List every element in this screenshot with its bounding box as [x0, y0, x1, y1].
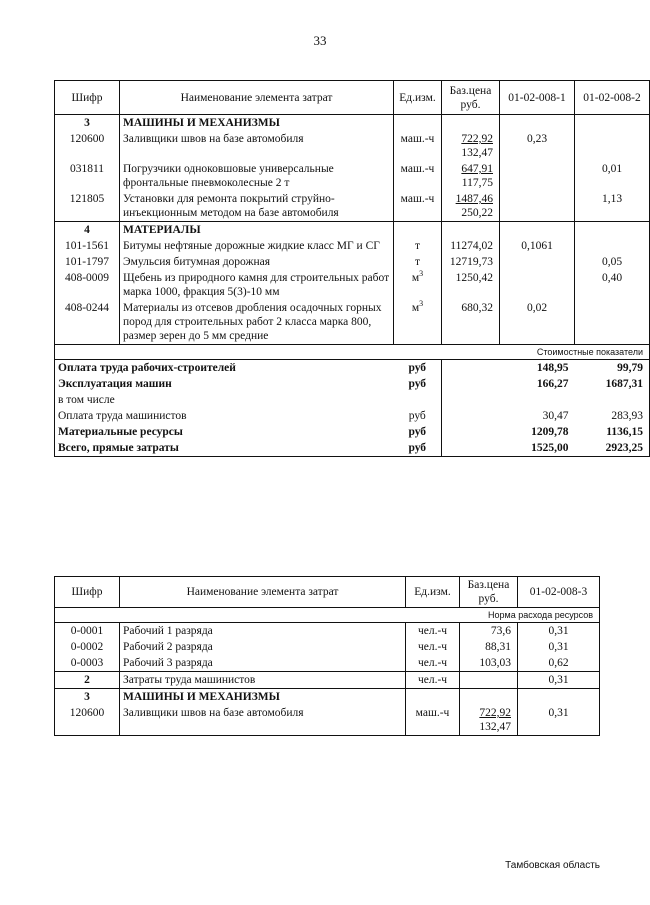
row-value-1: 0,62: [518, 655, 600, 672]
summary-value-1: [500, 392, 575, 408]
row-name: Заливщики швов на базе автомобиля: [120, 131, 394, 161]
row-price: 1250,42: [442, 270, 500, 300]
row-value-1: 0,31: [518, 623, 600, 640]
table-row: [55, 300, 650, 345]
row-code: 0-0001: [55, 623, 120, 640]
row-value-2: 0,05: [575, 254, 650, 270]
row-price: 1487,46 250,22: [442, 191, 500, 222]
table-row: [55, 238, 650, 254]
section-number: 3: [55, 115, 120, 132]
row-unit: маш.-ч: [394, 131, 442, 161]
header-price: Баз.цена руб.: [442, 81, 500, 115]
summary-unit: руб: [408, 378, 427, 390]
summary-label: Оплата труда рабочих-строителей: [55, 360, 394, 377]
row-code: 121805: [55, 191, 120, 222]
row-unit: маш.-ч: [394, 161, 442, 191]
summary-label: Материальные ресурсы: [55, 424, 394, 440]
section-row: [55, 222, 650, 239]
summary-unit: руб: [408, 362, 427, 374]
cost-indicators-caption: Стоимостные показатели: [55, 345, 650, 360]
header-unit: Ед.изм.: [406, 577, 460, 608]
header-unit: Ед.изм.: [394, 81, 442, 115]
row-price: 73,6: [460, 623, 518, 640]
row-code: 120600: [55, 131, 120, 161]
row-value-2: [575, 131, 650, 161]
row-name: Рабочий 1 разряда: [120, 623, 406, 640]
row-value-2: 0,01: [575, 161, 650, 191]
row-code: 408-0009: [55, 270, 120, 300]
row-unit: т: [394, 238, 442, 254]
row-price: 680,32: [442, 300, 500, 345]
row-name: Затраты труда машинистов: [120, 672, 406, 689]
summary-row: [55, 376, 650, 392]
row-unit: чел.-ч: [406, 639, 460, 655]
summary-unit: руб: [408, 426, 427, 438]
row-name: Битумы нефтяные дорожные жидкие класс МГ и СГ: [120, 238, 394, 254]
summary-value-1: 148,95: [536, 362, 569, 374]
row-value-1: 0,31: [518, 705, 600, 736]
row-name: Погрузчики одноковшовые универсальные фронтальные пневмоколесные 2 т: [120, 161, 394, 191]
summary-row: [55, 424, 650, 440]
caption-row: [55, 345, 650, 360]
summary-unit: [394, 392, 442, 408]
row-code: 0-0002: [55, 639, 120, 655]
row-code: 0-0003: [55, 655, 120, 672]
resources-table-1: [54, 80, 650, 457]
page-number: 33: [313, 33, 327, 48]
header-col1: 01-02-008-3: [518, 577, 600, 608]
row-name: Заливщики швов на базе автомобиля: [120, 705, 406, 736]
section-title: МАШИНЫ И МЕХАНИЗМЫ: [120, 689, 406, 706]
header-price: Баз.цена руб.: [460, 577, 518, 608]
row-name: Эмульсия битумная дорожная: [120, 254, 394, 270]
table-row: [55, 161, 650, 191]
summary-value-1: 166,27: [536, 378, 569, 390]
row-value-1: [500, 254, 575, 270]
summary-unit: руб: [408, 410, 426, 422]
resource-norm-caption: Норма расхода ресурсов: [55, 608, 600, 623]
caption-row: [55, 608, 600, 623]
row-price: 88,31: [460, 639, 518, 655]
row-name: Установки для ремонта покрытий струйно-инъекционным методом на базе автомобиля: [120, 191, 394, 222]
row-price: 722,92 132,47: [442, 131, 500, 161]
row-unit: чел.-ч: [406, 623, 460, 640]
row-value-2: 1,13: [575, 191, 650, 222]
table-row: [55, 705, 600, 736]
summary-value-2: 99,79: [575, 360, 650, 377]
row-value-1: [500, 270, 575, 300]
row-name: Щебень из природного камня для строительных работ марка 1000, фракция 5(3)-10 мм: [120, 270, 394, 300]
row-value-2: [575, 300, 650, 345]
header-code: Шифр: [55, 577, 120, 608]
row-value-1: [500, 161, 575, 191]
summary-value-1: 1209,78: [531, 426, 569, 438]
section-row: [55, 689, 600, 706]
summary-row: [55, 360, 650, 377]
table-row: [55, 655, 600, 672]
row-name: Рабочий 3 разряда: [120, 655, 406, 672]
summary-value-2: 1687,31: [575, 376, 650, 392]
row-unit: чел.-ч: [406, 672, 460, 689]
summary-value-1: 1525,00: [500, 440, 575, 457]
summary-value-2: [575, 392, 650, 408]
row-unit: маш.-ч: [394, 191, 442, 222]
row-unit: маш.-ч: [406, 705, 460, 736]
row-price: 722,92 132,47: [460, 705, 518, 736]
table-row: [55, 254, 650, 270]
row-name: Материалы из отсевов дробления осадочных горных пород для строительных работ 2 класса марка 800, размер зерен до 5 мм средние: [120, 300, 394, 345]
summary-row: [55, 392, 650, 408]
row-value-1: 0,31: [518, 639, 600, 655]
row-unit: т: [394, 254, 442, 270]
row-name: Рабочий 2 разряда: [120, 639, 406, 655]
row-price: 647,91 117,75: [442, 161, 500, 191]
summary-label: Оплата труда машинистов: [55, 408, 394, 424]
summary-value-2: 283,93: [575, 408, 650, 424]
row-unit: чел.-ч: [406, 655, 460, 672]
table-row: [55, 639, 600, 655]
row-unit: $м^3$: [394, 300, 442, 345]
row-unit: $м^3$: [394, 270, 442, 300]
resources-table-2: [54, 576, 600, 736]
summary-label: Всего, прямые затраты: [55, 440, 394, 457]
row-price: 103,03: [460, 655, 518, 672]
summary-value-2: 2923,25: [575, 440, 650, 457]
row-value-1: 0,23: [500, 131, 575, 161]
row-price: 12719,73: [442, 254, 500, 270]
summary-value-1: 30,47: [542, 410, 569, 422]
row-code: 101-1561: [55, 238, 120, 254]
summary-label: Эксплуатация машин: [55, 376, 394, 392]
row-code: 101-1797: [55, 254, 120, 270]
section-row: [55, 672, 600, 689]
table-row: [55, 623, 600, 640]
section-row: [55, 115, 650, 132]
section-number: 4: [55, 222, 120, 239]
summary-row: [55, 440, 650, 457]
section-number: 2: [55, 672, 120, 689]
row-code: 031811: [55, 161, 120, 191]
row-value-1: 0,1061: [500, 238, 575, 254]
row-value-1: 0,31: [518, 672, 600, 689]
row-code: 120600: [55, 705, 120, 736]
header-code: Шифр: [55, 81, 120, 115]
summary-label: в том числе: [55, 392, 394, 408]
footer-region: Тамбовская область: [505, 860, 600, 871]
row-value-1: [500, 191, 575, 222]
header-col2: 01-02-008-2: [575, 81, 650, 115]
table-row: [55, 131, 650, 161]
table-row: [55, 191, 650, 222]
row-value-2: [575, 238, 650, 254]
section-title: МАТЕРИАЛЫ: [120, 222, 394, 239]
section-title: МАШИНЫ И МЕХАНИЗМЫ: [120, 115, 394, 132]
row-price: 11274,02: [442, 238, 500, 254]
header-name: Наименование элемента затрат: [120, 81, 394, 115]
header-col1: 01-02-008-1: [500, 81, 575, 115]
row-code: 408-0244: [55, 300, 120, 345]
summary-unit: руб: [394, 440, 442, 457]
summary-row: [55, 408, 650, 424]
summary-value-2: 1136,15: [575, 424, 650, 440]
row-value-2: 0,40: [575, 270, 650, 300]
row-value-1: 0,02: [500, 300, 575, 345]
section-number: 3: [55, 689, 120, 706]
table-row: [55, 270, 650, 300]
header-name: Наименование элемента затрат: [120, 577, 406, 608]
